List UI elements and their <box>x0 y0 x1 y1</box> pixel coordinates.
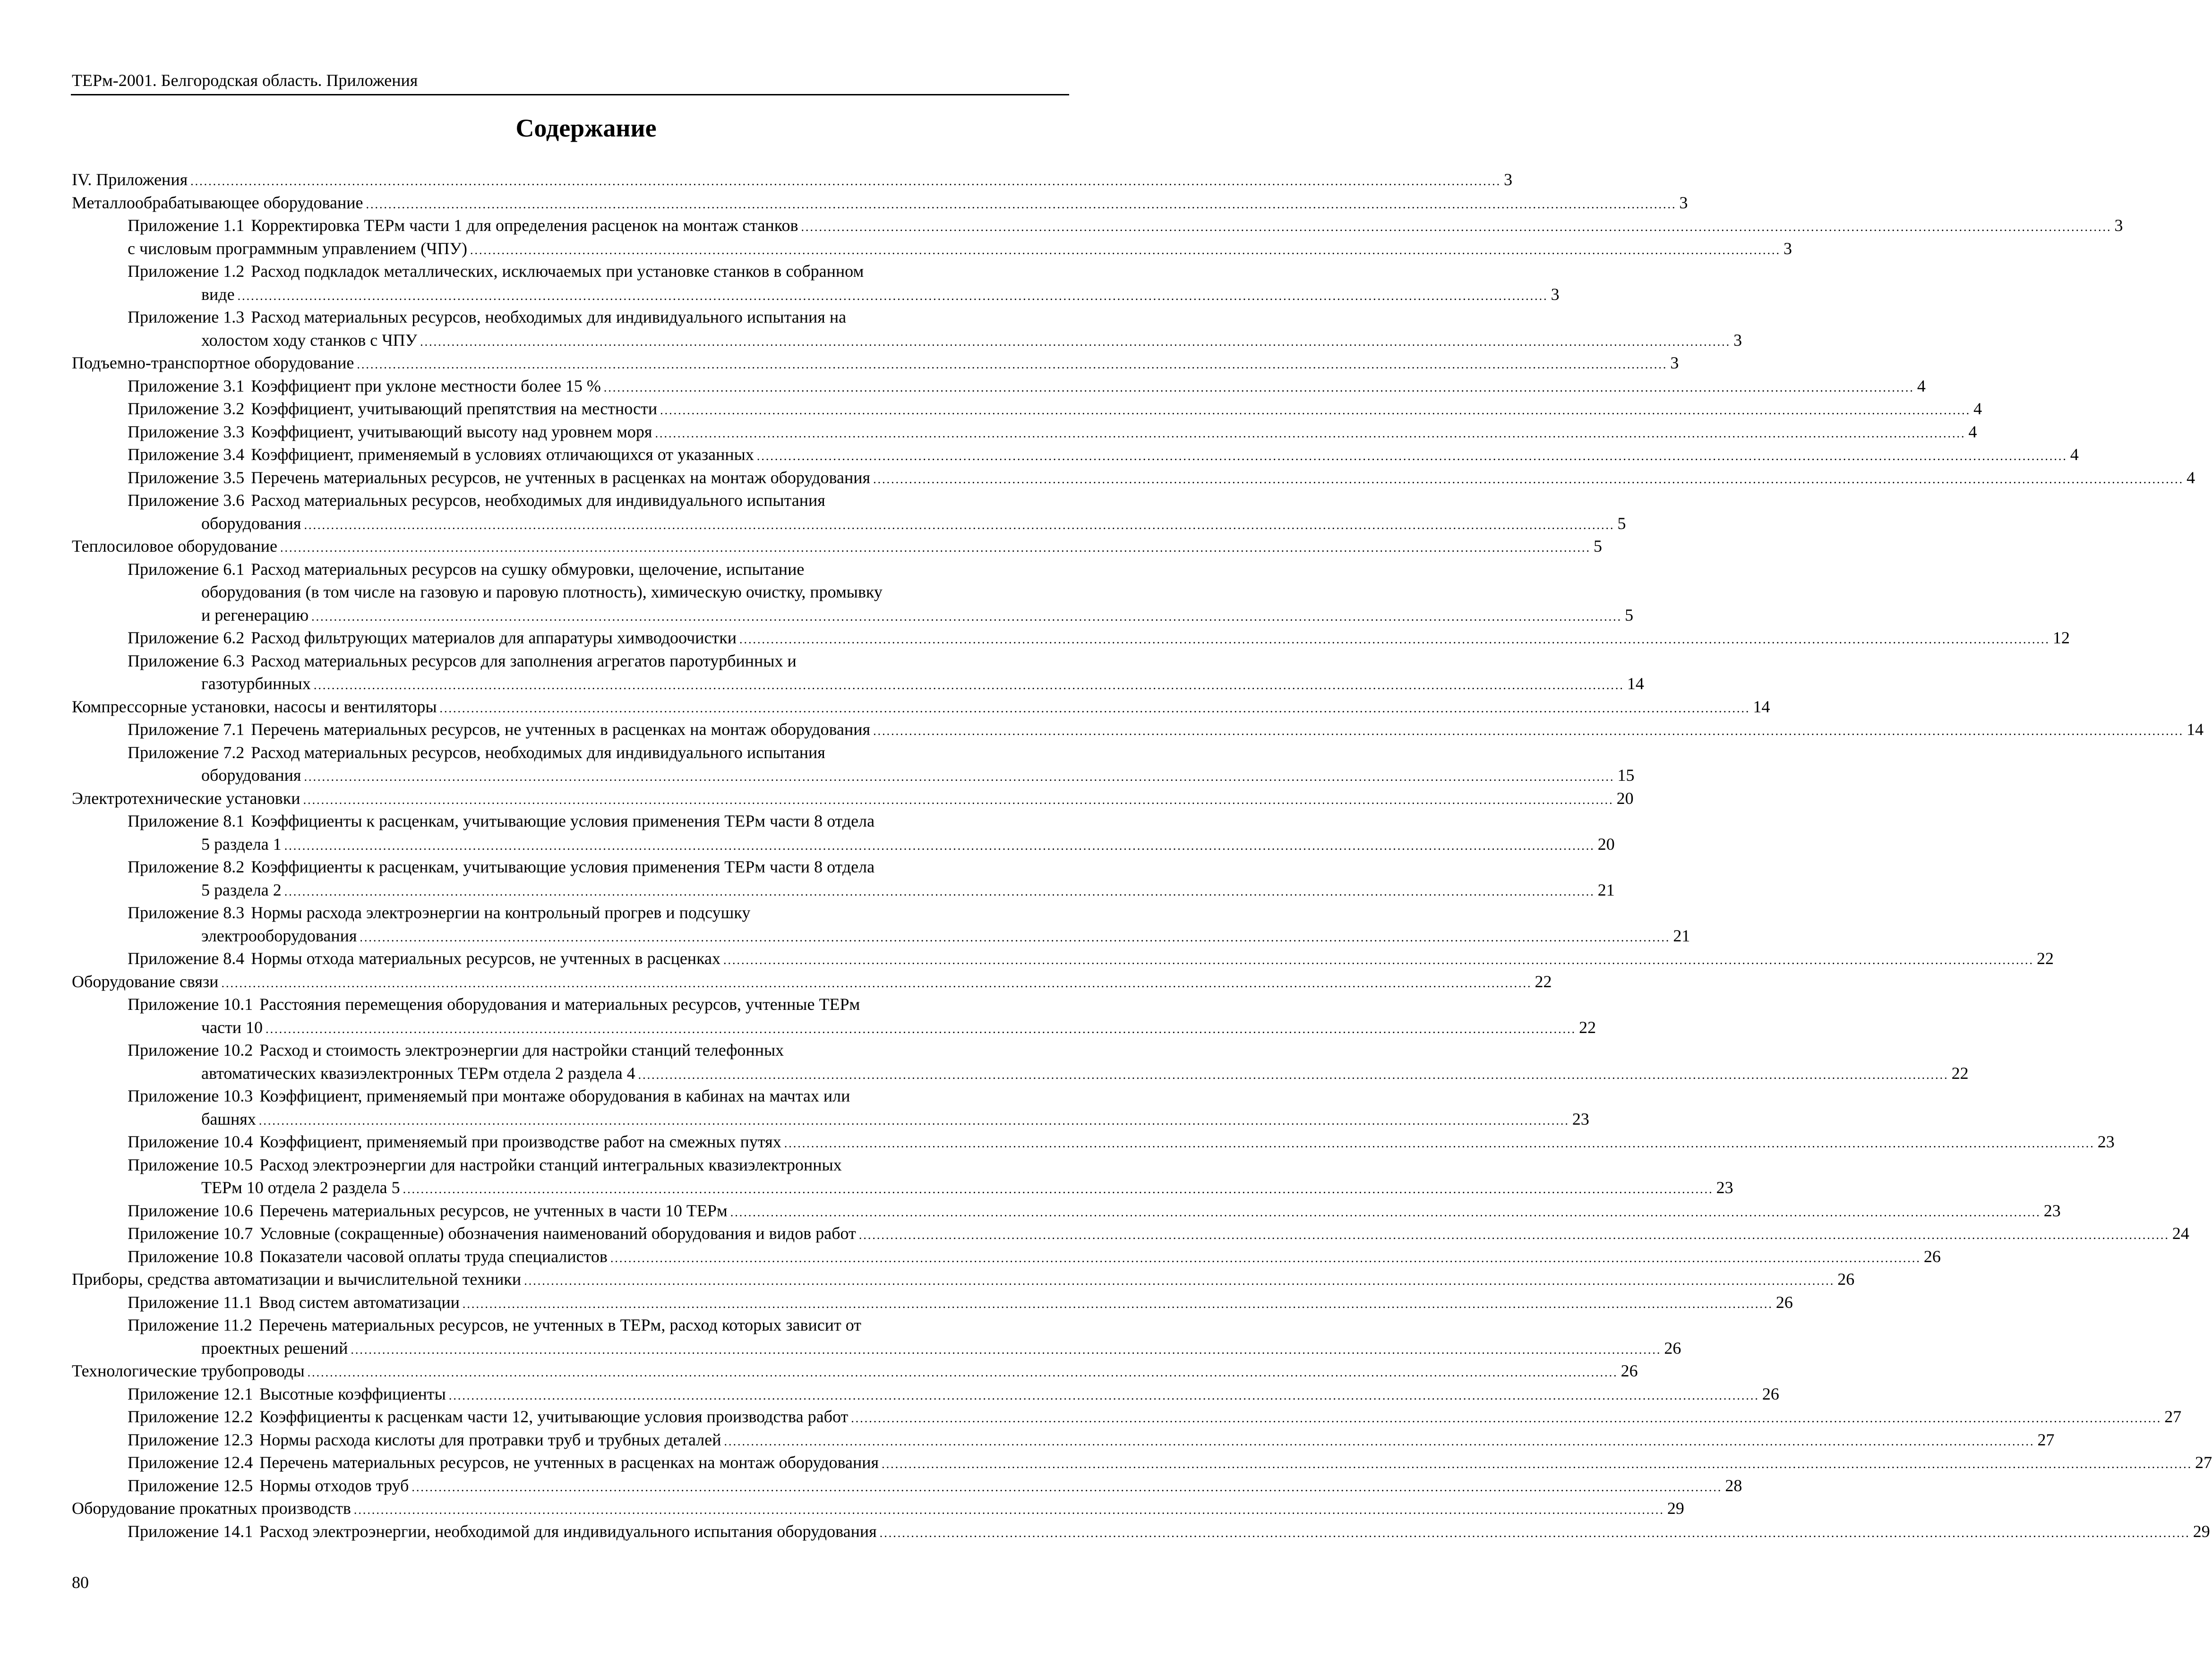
toc-entry[interactable] <box>72 1314 1068 1337</box>
toc-entry-title: Электротехнические установки <box>72 788 300 808</box>
toc-page-number: 20 <box>1597 834 1615 854</box>
toc-entry-title: Приложение 3.5 Перечень материальных ресурсов, не учтенных в расценках на монтаж оборудования <box>128 466 870 489</box>
toc-entry-title: Приложение 10.7 Условные (сокращенные) обозначения наименований оборудования и видов работ <box>128 1222 856 1245</box>
toc-entry[interactable] <box>72 1337 1681 1360</box>
toc-entry[interactable] <box>72 947 2054 970</box>
toc-page-number: 26 <box>1762 1384 1779 1403</box>
toc-entry-label: Приложение 10.3 <box>128 1086 253 1105</box>
leader-dots: .................................................................................................................................................................................................................................................................................................... <box>610 1251 1921 1265</box>
toc-section-entry[interactable] <box>72 787 1634 810</box>
toc-entry-title: Приложение 8.4 Нормы отхода материальных ресурсов, не учтенных в расценках <box>128 947 720 970</box>
leader-dots: .................................................................................................................................................................................................................................................................................................... <box>879 1526 2190 1540</box>
toc-page-number: 27 <box>2037 1430 2055 1449</box>
leader-dots: .................................................................................................................................................................................................................................................................................................... <box>873 724 2184 738</box>
leader-dots: .................................................................................................................................................................................................................................................................................................... <box>304 770 1615 784</box>
toc-entry[interactable] <box>72 1062 1969 1085</box>
toc-entry[interactable] <box>72 1153 1068 1177</box>
toc-section-entry[interactable] <box>72 168 1513 191</box>
toc-entry-title: Приложение 10.5 Расход электроэнергии для настройки станций интегральных квазиэлектронных <box>128 1153 842 1177</box>
toc-entry[interactable] <box>72 993 1068 1016</box>
toc-entry[interactable] <box>72 306 1068 329</box>
toc-entry[interactable] <box>72 1176 1733 1199</box>
toc-entry-title: Приложение 1.3 Расход материальных ресурсов, необходимых для индивидуального испытания на <box>128 306 846 329</box>
leader-dots: .................................................................................................................................................................................................................................................................................................... <box>403 1182 1714 1196</box>
toc-page-number: 23 <box>2097 1132 2115 1151</box>
toc-entry-label: Приложение 6.2 <box>128 628 245 647</box>
toc-entry[interactable] <box>72 672 1644 695</box>
toc-entry-title: Приборы, средства автоматизации и вычислительной техники <box>72 1270 522 1289</box>
header-rule <box>71 94 1069 95</box>
toc-entry-title: Приложение 11.2 Перечень материальных ресурсов, не учтенных в ТЕРм, расход которых зависит от <box>128 1314 861 1337</box>
toc-entry-label: Приложение 10.7 <box>128 1224 253 1243</box>
toc-entry-label: Приложение 3.3 <box>128 422 245 441</box>
leader-dots: .................................................................................................................................................................................................................................................................................................... <box>784 1136 2095 1150</box>
toc-entry-label: Приложение 3.1 <box>128 376 245 395</box>
leader-dots: .................................................................................................................................................................................................................................................................................................... <box>357 358 1668 371</box>
leader-dots: .................................................................................................................................................................................................................................................................................................... <box>730 1205 2041 1219</box>
leader-dots: .................................................................................................................................................................................................................................................................................................... <box>304 518 1615 532</box>
toc-entry[interactable] <box>72 329 1742 352</box>
toc-entry-title: Приложение 11.1 Ввод систем автоматизации <box>128 1291 460 1314</box>
toc-entry-title: оборудования <box>201 513 301 533</box>
toc-entry-label: Приложение 8.3 <box>128 903 245 922</box>
toc-page-number: 26 <box>1837 1270 1855 1289</box>
leader-dots: .................................................................................................................................................................................................................................................................................................... <box>462 1297 1773 1311</box>
toc-page-number: 22 <box>1535 972 1552 991</box>
toc-page-number: 4 <box>2186 468 2195 487</box>
toc-entry-title: Приложение 12.5 Нормы отходов труб <box>128 1474 409 1497</box>
leader-dots: .................................................................................................................................................................................................................................................................................................... <box>313 678 1624 692</box>
toc-entry[interactable] <box>72 558 1068 581</box>
toc-entry-label: Приложение 1.2 <box>128 262 245 281</box>
toc-entry[interactable] <box>72 237 1792 260</box>
toc-page-number: 29 <box>2193 1521 2210 1541</box>
toc-entry[interactable] <box>72 375 1926 398</box>
toc-page-number: 14 <box>2186 720 2204 739</box>
toc-entry-label: Приложение 8.1 <box>128 811 245 830</box>
leader-dots: .................................................................................................................................................................................................................................................................................................... <box>882 1457 2193 1471</box>
toc-entry-label: Приложение 12.5 <box>128 1476 253 1495</box>
toc-entry-title: Приложение 10.2 Расход и стоимость электроэнергии для настройки станций телефонных <box>128 1039 784 1062</box>
toc-entry-label: Приложение 12.4 <box>128 1453 253 1472</box>
toc-entry-label: Приложение 3.4 <box>128 445 245 464</box>
leader-dots: .................................................................................................................................................................................................................................................................................................... <box>470 243 1781 257</box>
leader-dots: .................................................................................................................................................................................................................................................................................................... <box>353 1503 1664 1517</box>
toc-section-entry[interactable] <box>72 535 1603 558</box>
toc-entry-title: Приложение 12.3 Нормы расхода кислоты для протравки труб и трубных деталей <box>128 1428 721 1452</box>
toc-entry[interactable] <box>72 718 2204 741</box>
toc-entry[interactable] <box>72 1108 1589 1131</box>
toc-entry-title: Приложение 10.6 Перечень материальных ресурсов, не учтенных в части 10 ТЕРм <box>128 1199 728 1222</box>
toc-entry-title: Приложение 6.2 Расход фильтрующих материалов для аппаратуры химводоочистки <box>128 626 737 649</box>
toc-entry-label: Приложение 14.1 <box>128 1521 253 1541</box>
toc-entry[interactable] <box>72 1383 1779 1406</box>
toc-entry-title: оборудования <box>201 766 301 785</box>
toc-page-number: 3 <box>1783 239 1792 258</box>
leader-dots: .................................................................................................................................................................................................................................................................................................... <box>221 976 1532 990</box>
toc-page-number: 28 <box>1725 1476 1742 1495</box>
toc-page-number: 4 <box>1917 376 1926 395</box>
toc-page-number: 12 <box>2052 628 2070 647</box>
table-of-contents <box>72 168 2212 1543</box>
toc-entry-title: Приложение 8.2 Коэффициенты к расценкам, учитывающие условия применения ТЕРм части 8 отдела <box>128 855 875 879</box>
leader-dots: .................................................................................................................................................................................................................................................................................................... <box>366 197 1677 211</box>
toc-entry-label: Приложение 8.4 <box>128 949 245 968</box>
running-header: ТЕРм-2001. Белгородская область. Приложения <box>72 71 418 90</box>
toc-entry[interactable] <box>72 879 1615 902</box>
toc-entry[interactable] <box>72 626 2070 649</box>
toc-entry-label: Приложение 11.2 <box>128 1315 252 1334</box>
leader-dots: .................................................................................................................................................................................................................................................................................................... <box>801 220 2112 234</box>
toc-entry[interactable] <box>72 924 1690 948</box>
leader-dots: .................................................................................................................................................................................................................................................................................................... <box>237 289 1548 303</box>
toc-section-entry[interactable] <box>72 1497 1684 1520</box>
toc-page-number: 14 <box>1753 697 1770 716</box>
toc-entry-title: Приложение 14.1 Расход электроэнергии, необходимой для индивидуального испытания оборудования <box>128 1520 877 1543</box>
toc-entry-title: 5 раздела 2 <box>201 880 282 899</box>
toc-entry[interactable] <box>72 764 1635 787</box>
toc-entry-title: Приложение 10.4 Коэффициент, применяемый при производстве работ на смежных путях <box>128 1130 781 1153</box>
toc-entry-label: Приложение 1.3 <box>128 307 245 326</box>
toc-page-number: 24 <box>2172 1224 2189 1243</box>
toc-page-number: 3 <box>1733 330 1742 350</box>
toc-entry[interactable] <box>72 397 1982 420</box>
toc-entry[interactable] <box>72 741 1068 764</box>
toc-entry-title: холостом ходу станков с ЧПУ <box>201 330 418 350</box>
toc-entry[interactable] <box>72 833 1615 856</box>
toc-entry-title: Оборудование связи <box>72 972 219 991</box>
toc-entry[interactable] <box>72 1451 2212 1474</box>
toc-page-number: 21 <box>1673 926 1690 945</box>
toc-page-number: 3 <box>2114 216 2123 235</box>
leader-dots: .................................................................................................................................................................................................................................................................................................... <box>258 1113 1569 1127</box>
toc-entry-title: ТЕРм 10 отдела 2 раздела 5 <box>201 1178 400 1197</box>
toc-entry-title: проектных решений <box>201 1338 348 1358</box>
toc-entry-label: Приложение 10.8 <box>128 1247 253 1266</box>
toc-entry-title: Приложение 10.1 Расстояния перемещения оборудования и материальных ресурсов, учтенные ТЕРм <box>128 993 860 1016</box>
toc-page-number: 3 <box>1679 193 1688 212</box>
toc-entry[interactable] <box>72 1039 1068 1062</box>
toc-page-number: 23 <box>1716 1178 1733 1197</box>
toc-entry-title: газотурбинных <box>201 674 311 693</box>
toc-entry[interactable] <box>72 1199 2061 1222</box>
leader-dots: .................................................................................................................................................................................................................................................................................................... <box>524 1274 1835 1288</box>
toc-page-number: 26 <box>1620 1361 1638 1380</box>
toc-entry-title: Приложение 8.1 Коэффициенты к расценкам, учитывающие условия применения ТЕРм части 8 отдела <box>128 810 875 833</box>
toc-entry[interactable] <box>72 214 2123 237</box>
toc-entry-title: Металлообрабатывающее оборудование <box>72 193 363 212</box>
toc-entry-title: автоматических квазиэлектронных ТЕРм отдела 2 раздела 4 <box>201 1063 635 1083</box>
toc-entry-title: Приложение 3.2 Коэффициент, учитывающий препятствия на местности <box>128 397 657 420</box>
toc-entry-title: Приложение 8.3 Нормы расхода электроэнергии на контрольный прогрев и подсушку <box>128 901 750 924</box>
toc-entry[interactable] <box>72 283 1560 306</box>
toc-entry-title: башнях <box>201 1109 256 1128</box>
toc-page-number: 22 <box>1579 1017 1596 1037</box>
toc-entry-label: Приложение 12.2 <box>128 1407 253 1426</box>
leader-dots: .................................................................................................................................................................................................................................................................................................... <box>412 1480 1723 1494</box>
toc-entry-title: и регенерацию <box>201 605 309 624</box>
toc-entry-label: Приложение 3.6 <box>128 491 245 510</box>
toc-entry-title: Приложение 1.2 Расход подкладок металлических, исключаемых при установке станков в собранном <box>128 260 864 283</box>
toc-entry-title: Приложение 12.1 Высотные коэффициенты <box>128 1383 446 1406</box>
toc-entry-title: Приложение 12.4 Перечень материальных ресурсов, не учтенных в расценках на монтаж оборудования <box>128 1451 879 1474</box>
toc-entry[interactable] <box>72 260 1068 283</box>
toc-entry-title: Приложение 6.1 Расход материальных ресурсов на сушку обмуровки, щелочение, испытание <box>128 558 804 581</box>
toc-section-entry[interactable] <box>72 191 1688 214</box>
leader-dots: .................................................................................................................................................................................................................................................................................................... <box>603 380 1914 394</box>
toc-entry-title: Приложение 3.4 Коэффициент, применяемый в условиях отличающихся от указанных <box>128 443 754 466</box>
toc-section-entry[interactable] <box>72 1359 1638 1383</box>
toc-page-number: 3 <box>1670 353 1679 372</box>
toc-entry-label: Приложение 3.5 <box>128 468 245 487</box>
leader-dots: .................................................................................................................................................................................................................................................................................................... <box>284 838 1595 853</box>
toc-page-number: 5 <box>1617 513 1626 533</box>
toc-entry[interactable] <box>72 1245 1941 1268</box>
toc-entry[interactable] <box>72 489 1068 512</box>
leader-dots: .................................................................................................................................................................................................................................................................................................... <box>303 793 1614 807</box>
toc-entry-label: Приложение 6.3 <box>128 651 245 670</box>
toc-entry[interactable] <box>72 1428 2055 1452</box>
toc-page-number: 27 <box>2164 1407 2182 1426</box>
toc-entry-title: Приложение 3.1 Коэффициент при уклоне местности более 15 % <box>128 375 601 398</box>
toc-entry-title: Приложение 6.3 Расход материальных ресурсов для заполнения агрегатов паротурбинных и <box>128 649 797 673</box>
toc-page-number: 4 <box>2070 445 2079 464</box>
toc-entry-title: Приложение 7.2 Расход материальных ресурсов, необходимых для индивидуального испытания <box>128 741 825 764</box>
toc-entry[interactable] <box>72 466 2195 489</box>
toc-entry[interactable] <box>72 1130 2115 1153</box>
toc-page-number: 29 <box>1667 1499 1684 1518</box>
leader-dots: .................................................................................................................................................................................................................................................................................................... <box>638 1068 1949 1082</box>
toc-entry-label: Приложение 10.5 <box>128 1155 253 1174</box>
page-title: Содержание <box>515 114 657 142</box>
leader-dots: .................................................................................................................................................................................................................................................................................................... <box>266 1022 1577 1036</box>
toc-entry-title: оборудования (в том числе на газовую и паровую плотность), химическую очистку, промывку <box>201 582 883 601</box>
toc-entry-title: Приложение 10.8 Показатели часовой оплаты труда специалистов <box>128 1245 608 1268</box>
page-number: 80 <box>72 1573 89 1592</box>
leader-dots: .................................................................................................................................................................................................................................................................................................... <box>420 334 1731 349</box>
toc-entry-label: Приложение 1.1 <box>128 216 245 235</box>
leader-dots: .................................................................................................................................................................................................................................................................................................... <box>858 1228 2169 1242</box>
toc-entry-label: Приложение 10.2 <box>128 1041 253 1059</box>
toc-page-number: 26 <box>1923 1247 1941 1266</box>
toc-page-number: 20 <box>1616 788 1634 808</box>
toc-entry[interactable] <box>72 1474 1742 1497</box>
toc-entry-title: электрооборудования <box>201 926 357 945</box>
toc-entry-title: Подъемно-транспортное оборудование <box>72 353 354 372</box>
toc-entry-label: Приложение 3.2 <box>128 399 245 418</box>
toc-entry-title: виде <box>201 284 235 304</box>
toc-page-number: 5 <box>1594 537 1603 555</box>
leader-dots: .................................................................................................................................................................................................................................................................................................... <box>873 472 2184 486</box>
toc-entry-label: Приложение 12.1 <box>128 1384 253 1403</box>
toc-page-number: 15 <box>1617 766 1635 785</box>
leader-dots: .................................................................................................................................................................................................................................................................................................... <box>311 609 1622 624</box>
toc-page-number: 3 <box>1551 284 1560 304</box>
toc-entry[interactable] <box>72 1291 1793 1314</box>
leader-dots: .................................................................................................................................................................................................................................................................................................... <box>660 403 1971 417</box>
toc-entry[interactable] <box>72 901 1068 924</box>
toc-entry-title: IV. Приложения <box>72 170 188 189</box>
leader-dots: .................................................................................................................................................................................................................................................................................................... <box>360 930 1671 944</box>
toc-entry-label: Приложение 6.1 <box>128 559 245 579</box>
toc-entry[interactable] <box>72 512 1626 535</box>
toc-entry[interactable] <box>72 1016 1596 1039</box>
toc-entry[interactable] <box>72 443 2079 466</box>
toc-entry-title: 5 раздела 1 <box>201 834 282 854</box>
toc-entry-title: Приложение 10.3 Коэффициент, применяемый при монтаже оборудования в кабинах на мачтах или <box>128 1085 850 1108</box>
toc-page-number: 3 <box>1504 170 1513 189</box>
toc-page-number: 23 <box>1572 1109 1589 1128</box>
toc-section-entry[interactable] <box>72 351 1679 375</box>
toc-page-number: 26 <box>1775 1292 1793 1312</box>
toc-entry[interactable] <box>72 1085 1068 1108</box>
toc-page-number: 4 <box>1968 422 1977 441</box>
toc-page-number: 23 <box>2043 1201 2061 1220</box>
toc-entry[interactable] <box>72 855 1068 879</box>
leader-dots: .................................................................................................................................................................................................................................................................................................... <box>439 701 1750 715</box>
toc-page-number: 14 <box>1627 674 1644 693</box>
toc-entry-title: Приложение 7.1 Перечень материальных ресурсов, не учтенных в расценках на монтаж оборудования <box>128 718 870 741</box>
toc-entry[interactable] <box>72 1222 2189 1245</box>
toc-section-entry[interactable] <box>72 1268 1855 1291</box>
toc-entry[interactable] <box>72 810 1068 833</box>
toc-entry-title: Технологические трубопроводы <box>72 1361 305 1380</box>
toc-entry-title: Компрессорные установки, насосы и вентиляторы <box>72 697 437 716</box>
toc-entry[interactable] <box>72 581 1068 604</box>
toc-section-entry[interactable] <box>72 970 1552 993</box>
leader-dots: .................................................................................................................................................................................................................................................................................................... <box>351 1342 1662 1357</box>
toc-page-number: 4 <box>1973 399 1982 418</box>
toc-entry-title: Приложение 1.1 Корректировка ТЕРм части 1 для определения расценок на монтаж станков <box>128 214 798 237</box>
toc-page-number: 5 <box>1625 605 1634 624</box>
toc-page-number: 21 <box>1597 880 1615 899</box>
toc-entry-title: части 10 <box>201 1017 263 1037</box>
toc-page-number: 22 <box>1951 1063 1969 1083</box>
toc-entry-label: Приложение 10.1 <box>128 995 253 1014</box>
toc-entry-label: Приложение 7.2 <box>128 743 245 762</box>
toc-entry-title: Приложение 3.3 Коэффициент, учитывающий высоту над уровнем моря <box>128 420 652 444</box>
toc-entry[interactable] <box>72 604 1634 627</box>
leader-dots: .................................................................................................................................................................................................................................................................................................... <box>284 884 1595 898</box>
toc-entry-title: Приложение 12.2 Коэффициенты к расценкам части 12, учитывающие условия производства работ <box>128 1405 848 1428</box>
leader-dots: .................................................................................................................................................................................................................................................................................................... <box>448 1388 1759 1402</box>
toc-entry[interactable] <box>72 1520 2210 1543</box>
leader-dots: .................................................................................................................................................................................................................................................................................................... <box>280 541 1591 555</box>
toc-entry-title: с числовым программным управлением (ЧПУ) <box>128 239 467 258</box>
toc-entry-label: Приложение 10.6 <box>128 1201 253 1220</box>
toc-entry-label: Приложение 10.4 <box>128 1132 253 1151</box>
toc-entry-label: Приложение 11.1 <box>128 1292 252 1312</box>
leader-dots: .................................................................................................................................................................................................................................................................................................... <box>190 174 1501 188</box>
leader-dots: .................................................................................................................................................................................................................................................................................................... <box>739 632 2050 646</box>
leader-dots: .................................................................................................................................................................................................................................................................................................... <box>724 1434 2035 1448</box>
toc-entry[interactable] <box>72 1405 2182 1428</box>
leader-dots: .................................................................................................................................................................................................................................................................................................... <box>307 1366 1618 1379</box>
toc-entry-title: Оборудование прокатных производств <box>72 1499 351 1518</box>
toc-entry[interactable] <box>72 649 1068 673</box>
toc-entry-title: Приложение 3.6 Расход материальных ресурсов, необходимых для индивидуального испытания <box>128 489 825 512</box>
leader-dots: .................................................................................................................................................................................................................................................................................................... <box>756 449 2067 463</box>
toc-entry-label: Приложение 12.3 <box>128 1430 253 1449</box>
leader-dots: .................................................................................................................................................................................................................................................................................................... <box>655 426 1966 440</box>
toc-entry-label: Приложение 7.1 <box>128 720 245 739</box>
leader-dots: .................................................................................................................................................................................................................................................................................................... <box>723 953 2034 967</box>
leader-dots: .................................................................................................................................................................................................................................................................................................... <box>851 1411 2162 1425</box>
toc-entry-label: Приложение 8.2 <box>128 857 245 876</box>
toc-page-number: 26 <box>1664 1338 1681 1358</box>
toc-section-entry[interactable] <box>72 695 1770 718</box>
toc-entry[interactable] <box>72 420 1977 444</box>
toc-page-number: 27 <box>2195 1453 2212 1472</box>
toc-entry-title: Теплосиловое оборудование <box>72 537 278 555</box>
toc-page-number: 22 <box>2037 949 2054 968</box>
